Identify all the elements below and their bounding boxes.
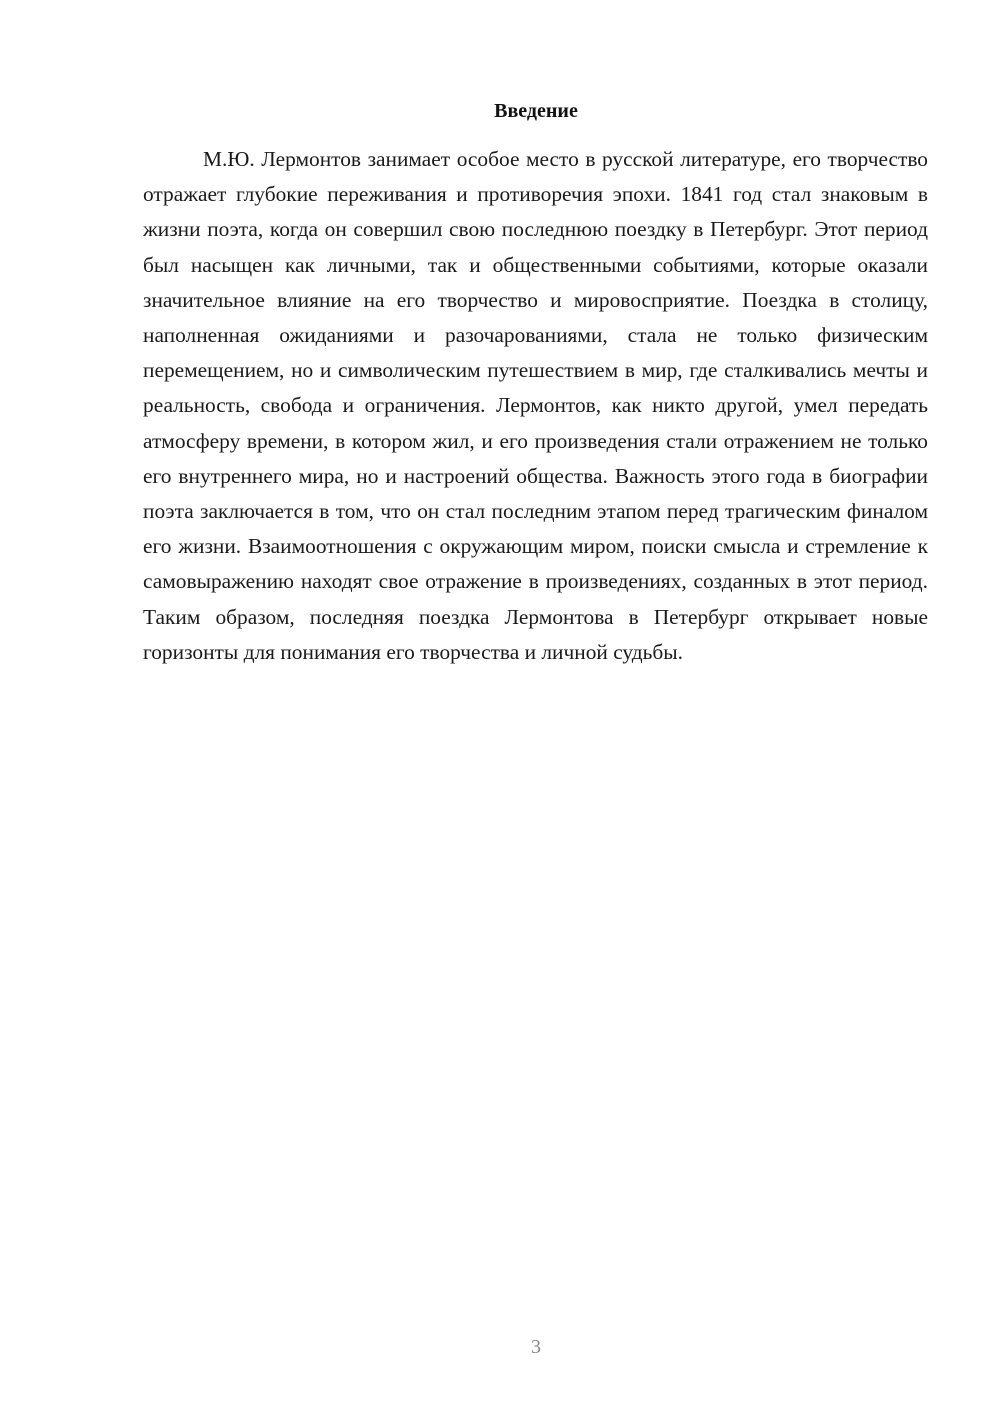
section-heading: Введение: [494, 100, 578, 122]
body-paragraph: М.Ю. Лермонтов занимает особое место в русской литературе, его творчество отражает глубокие переживания и противоречия эпохи. 1841 год стал знаковым в жизни поэта, когда он совершил свою последнюю поездку в Петербург. Этот период был насыщен как личными, так и общественными событиями, которые оказали значительное влияние на его творчество и мировосприятие. Поездка в столицу, наполненная ожиданиями и разочарованиями, стала не только физическим перемещением, но и символическим путешествием в мир, где сталкивались мечты и реальность, свобода и ограничения. Лермонтов, как никто другой, умел передать атмосферу времени, в котором жил, и его произведения стали отражением не только его внутреннего мира, но и настроений общества. Важность этого года в биографии поэта заключается в том, что он стал последним этапом перед трагическим финалом его жизни. Взаимоотношения с окружающим миром, поиски смысла и стремление к самовыражению находят свое отражение в произведениях, созданных в этот период. Таким образом, последняя поездка Лермонтова в Петербург открывает новые горизонты для понимания его творчества и личной судьбы.: [143, 147, 928, 664]
page-number: 3: [531, 1336, 541, 1358]
